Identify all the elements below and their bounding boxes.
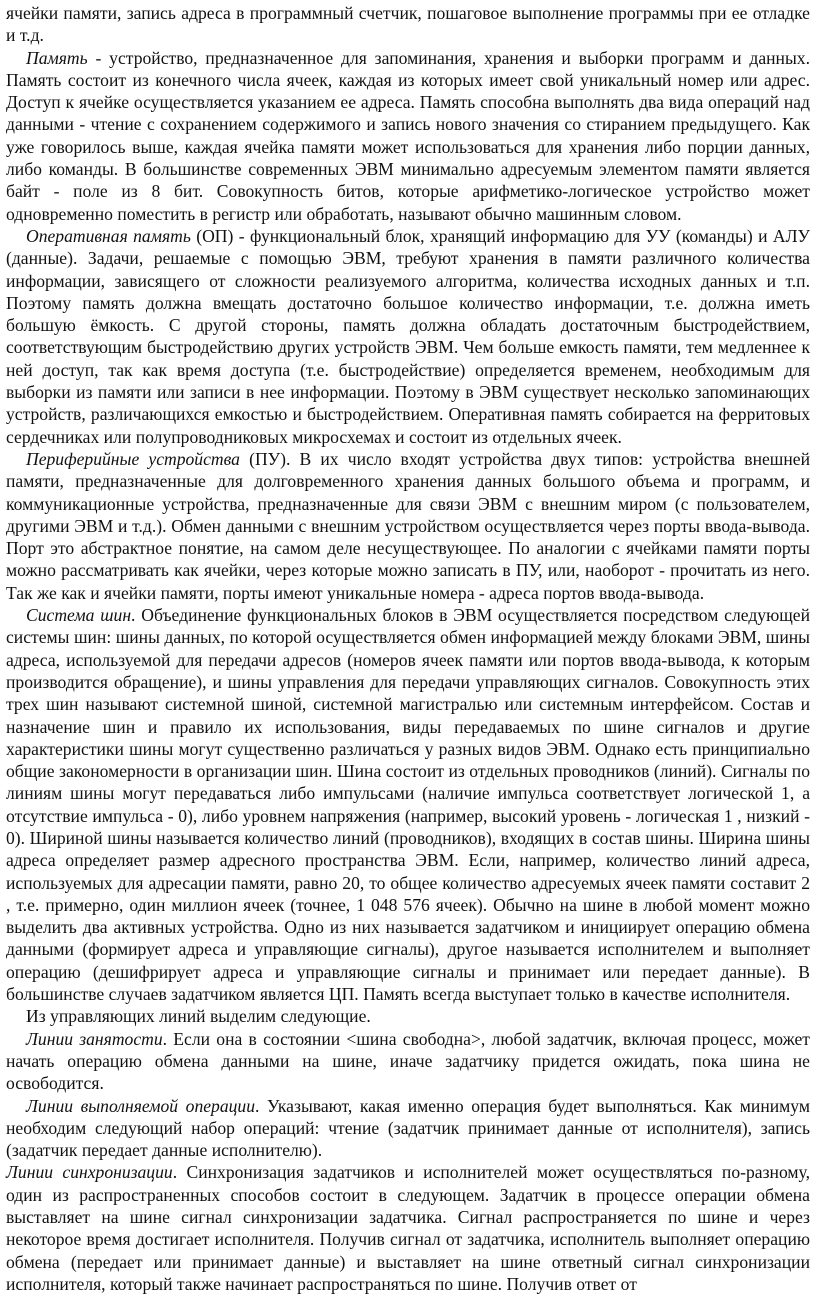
term-peripherals: Периферийные устройства bbox=[26, 448, 240, 469]
paragraph-text: . Если она в состоянии <шина свободна>, любой задатчик, включая процесс, может начать операцию обмена данными на шине, иначе задатчику придется ожидать, пока шина не освободится. bbox=[6, 1028, 810, 1094]
paragraph-text: . Объединение функциональных блоков в ЭВМ осуществляется посредством следующей системы шин: шины данных, по которой осуществляется обмен информацией между блоками ЭВМ, шины адреса, используемой для передачи адресов (номеров ячеек памяти или портов ввода-вывода, к которым производится обращение), и шины управления для передачи управляющих сигналов. Совокупность этих трех шин называют системной шиной, системной магистралью или системным интерфейсом. Состав и назначение шин и правило их использования, виды передаваемых по шине сигналов и другие характеристики шины могут существенно различаться у разных видов ЭВМ. Однако есть принципиально общие закономерности в организации шин. Шина состоит из отдельных проводников (линий). Сигналы по линиям шины могут передаваться либо импульсами (наличие импульса соответствует логической 1, а отсутствие импульса - 0), либо уровнем напряжения (например, высокий уровень - логическая 1 , низкий - 0). Шириной шины называется количество линий (проводников), входящих в состав шины. Ширина шины адреса определяет размер адресного пространства ЭВМ. Если, например, количество линий адреса, используемых для адресации памяти, равно 20, то общее количество адресуемых ячеек памяти составит 2 , т.е. примерно, один миллион ячеек (точнее, 1 048 576 ячеек). Обычно на шине в любой момент можно выделить два активных устройства. Одно из них называется задатчиком и инициирует операцию обмена данными (формирует адреса и управляющие сигналы), другое называется исполнителем и выполняет операцию (дешифрирует адреса и управляющие сигналы и принимает или передает данные). В большинстве случаев задатчиком является ЦП. Память всегда выступает только в качестве исполнителя. bbox=[6, 605, 810, 1005]
paragraph-text: (ОП) - функциональный блок, хранящий информацию для УУ (команды) и АЛУ (данные). Задачи, решаемые с помощью ЭВМ, требуют хранения в памяти различного количества информации, зависящего от сложности реализуемого алгоритма, количества исходных данных и т.п. Поэтому память должна вмещать достаточно большое количество информации, т.е. должна иметь большую ёмкость. С другой стороны, память должна обладать достаточным быстродействием, соответствующим быстродействию других устройств ЭВМ. Чем больше емкость памяти, тем медленнее к ней доступ, так как время доступа (т.е. быстродействие) определяется временем, необходимым для выборки из памяти или записи в нее информации. Поэтому в ЭВМ существует несколько запоминающих устройств, различающихся емкостью и быстродействием. Оперативная память собирается на ферритовых сердечниках или полупроводниковых микросхемах и состоит из отдельных ячеек. bbox=[6, 225, 810, 447]
term-memory: Память bbox=[26, 47, 88, 68]
term-bus-system: Система шин bbox=[26, 605, 132, 626]
paragraph-text: (ПУ). В их число входят устройства двух типов: устройства внешней памяти, предназначенные для долговременного хранения данных большого объема и программ, и коммуникационные устройства, предназначенные для связи ЭВМ с внешним миром (с пользователем, другими ЭВМ и т.д.). Обмен данными с внешним устройством осуществляется через порты ввода-вывода. Порт это абстрактное понятие, на самом деле несуществующее. По аналогии с ячейками памяти порты можно рассматривать как ячейки, через которые можно записать в ПУ, или, наоборот - прочитать из него. Так же как и ячейки памяти, порты имеют уникальные номера - адреса портов ввода-вывода. bbox=[6, 448, 810, 603]
paragraph-text: . Синхронизация задатчиков и исполнителей может осуществляться по-разному, один из распространенных способов состоит в следующем. Задатчик в процессе операции обмена выставляет на шине сигнал синхронизации задатчика. Сигнал распространяется по шине и через некоторое время достигает исполнителя. Получив сигнал от задатчика, исполнитель выполняет операцию обмена (передает или принимает данные) и выставляет на шине ответный сигнал синхронизации исполнителя, который также начинает распространяться по шине. Получив ответ от bbox=[6, 1162, 810, 1294]
paragraph-memory bbox=[6, 47, 810, 225]
paragraph-text: . Указывают, какая именно операция будет выполняться. Как минимум необходим следующий набор операций: чтение (задатчик принимает данные от исполнителя), запись (задатчик передает данные исполнителю). bbox=[6, 1095, 810, 1161]
paragraph-busy-lines bbox=[6, 1028, 810, 1095]
term-operation-lines: Линии выполняемой операции bbox=[26, 1095, 256, 1116]
paragraph-text: Из управляющих линий выделим следующие. bbox=[26, 1006, 371, 1027]
paragraph-peripherals bbox=[6, 448, 810, 604]
paragraph-text: ячейки памяти, запись адреса в программный счетчик, пошаговое выполнение программы при ее отладке и т.д. bbox=[6, 3, 810, 46]
paragraph-ram bbox=[6, 225, 810, 448]
paragraph-operation-lines bbox=[6, 1095, 810, 1162]
term-busy-lines: Линии занятости bbox=[26, 1028, 163, 1049]
paragraph-bus-system bbox=[6, 604, 810, 1005]
term-sync-lines: Линии синхронизации bbox=[6, 1162, 173, 1183]
paragraph-text: - устройство, предназначенное для запоминания, хранения и выборки программ и данных. Память состоит из конечного числа ячеек, каждая из которых имеет свой уникальный номер или адрес. Доступ к ячейке осуществляется указанием ее адреса. Память способна выполнять два вида операций над данными - чтение с сохранением содержимого и запись нового значения со стиранием предыдущего. Как уже говорилось выше, каждая ячейка памяти может использоваться для хранения либо порции данных, либо команды. В большинстве современных ЭВМ минимально адресуемым элементом памяти является байт - поле из 8 бит. Совокупность битов, которые арифметико-логическое устройство может одновременно поместить в регистр или обработать, называют обычно машинным словом. bbox=[6, 47, 810, 224]
paragraph-control-lines-intro bbox=[6, 1005, 810, 1027]
term-ram: Оперативная память bbox=[26, 225, 191, 246]
paragraph-intro-continuation bbox=[6, 2, 810, 47]
paragraph-sync-lines bbox=[6, 1161, 810, 1295]
